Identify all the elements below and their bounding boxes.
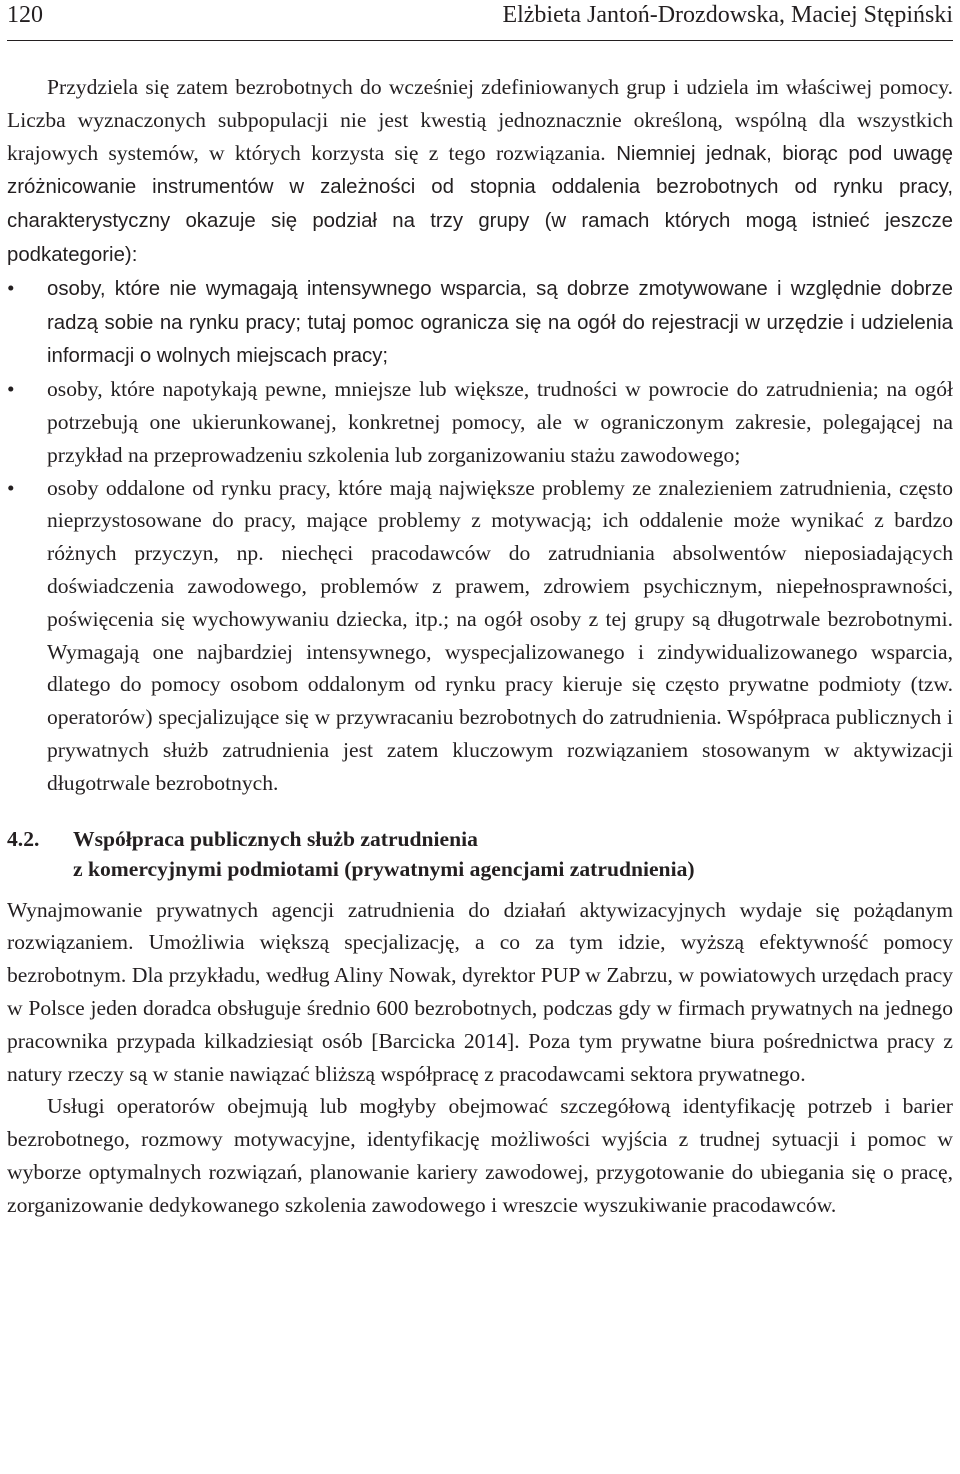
book-page xyxy=(7,0,953,1222)
bullet-icon: • xyxy=(7,275,15,300)
bullet-icon: • xyxy=(7,475,15,500)
paragraph-operator-services: Usługi operatorów obejmują lub mogłyby obejmować szczegółową identyfikację potrzeb i barier bezrobotnego, rozmowy motywacyjne, identyfikację możliwości wyjścia z trudnej sytuacji i pomoc w wyborze optymalnych rozwiązań, planowanie kariery zawodowej, przygotowanie do ubiegania się o pracę, zorganizowanie dedykowanego szkolenia zawodowego i wreszcie wyszukiwanie pracodawców. xyxy=(7,1094,953,1217)
section-title xyxy=(73,824,953,884)
bullet-text-2: osoby, które napotykają pewne, mniejsze lub większe, trudności w powrocie do zatrudnienia; na ogół potrzebują one ukierunkowanej, konkretnej pomocy, ale w ograniczonym zakresie, polegającej na przykład na przeprowadzeniu szkolenia lub zorganizowaniu stażu zawodowego; xyxy=(47,377,953,467)
intro-serif-text: Przydziela się zatem bezrobotnych do wcześniej zdefiniowanych grup i udziela im właściwej pomocy. Liczba wyznaczonych subpopulacji nie jest kwestią jednoznacznie określoną, wspólną dla wszystkich krajowych systemów, w których korzysta się z tego rozwiązania. xyxy=(7,75,953,165)
section-number: 4.2. xyxy=(7,826,40,851)
paragraph-agencies: Wynajmowanie prywatnych agencji zatrudnienia do działań aktywizacyjnych wydaje się pożądanym rozwiązaniem. Umożliwia większą specjalizację, a co za tym idzie, wyższą efektywność pomocy bezrobotnym. Dla przykładu, według Aliny Nowak, dyrektor PUP w Zabrzu, w powiatowych urzędach pracy w Polsce jeden doradca obsługuje średnio 600 bezrobotnych, podczas gdy w firmach prywatnych na jednego pracownika przypada kilkadziesiąt osób [Barcicka 2014]. Poza tym prywatne biura pośrednictwa pracy z natury rzeczy są w stanie nawiązać bliższą współpracę z pracodawcami sektora prywatnego. xyxy=(7,897,953,1086)
section-title-line-1: Współpraca publicznych służb zatrudnienia xyxy=(73,826,478,851)
bullet-icon: • xyxy=(7,377,15,402)
running-head xyxy=(7,0,953,41)
bullet-item-2 xyxy=(7,373,953,471)
intro-sans-text: Niemniej jednak, biorąc pod uwagę zróżnicowanie instrumentów w zależności od stopnia oddalenia bezrobotnych od rynku pracy, charakterystyczny okazuje się podział na trzy grupy (w ramach których mogą istnieć jeszcze podkategorie): xyxy=(7,142,953,266)
bullet-text-3: osoby oddalone od rynku pracy, które mają największe problemy ze znalezieniem zatrudnienia, często nieprzystosowane do pracy, mające problemy z motywacją; ich oddalenie może wynikać z bardzo różnych przyczyn, np. niechęci pracodawców do zatrudniania absolwentów nieposiadających doświadczenia zawodowego, problemów z prawem, zdrowiem psychicznym, niepełnosprawności, poświęcenia się wychowywaniu dziecka, itp.; na ogół osoby z tej grupy są długotrwale bezrobotnymi. Wymagają one najbardziej intensywnego, wyspecjalizowanego i zindywidualizowanego wsparcia, dlatego do pomocy osobom oddalonym od rynku pracy kieruje się często prywatne podmioty (tzw. operatorów) specjalizujące się w przywracaniu bezrobotnych do zatrudnienia. Współpraca publicznych i prywatnych służb zatrudnienia jest zatem kluczowym rozwiązaniem stosowanym w aktywizacji długotrwale bezrobotnych. xyxy=(47,475,953,795)
page-number: 120 xyxy=(7,2,43,28)
running-head-authors: Elżbieta Jantoń-Drozdowska, Maciej Stępiński xyxy=(502,2,953,28)
bullet-item-3 xyxy=(7,472,953,800)
group-bullet-list xyxy=(7,272,953,800)
body-text xyxy=(7,71,953,1222)
bullet-text-1: osoby, które nie wymagają intensywnego wsparcia, są dobrze zmotywowane i względnie dobrze radzą sobie na rynku pracy; tutaj pomoc ogranicza się na ogół do rejestracji w urzędzie i udzielenia informacji o wolnych miejscach pracy; xyxy=(47,277,953,368)
bullet-item-1 xyxy=(7,272,953,373)
section-heading xyxy=(7,824,953,884)
section-title-line-2: z komercyjnymi podmiotami (prywatnymi agencjami zatrudnienia) xyxy=(73,856,695,881)
intro-paragraph xyxy=(7,71,953,272)
